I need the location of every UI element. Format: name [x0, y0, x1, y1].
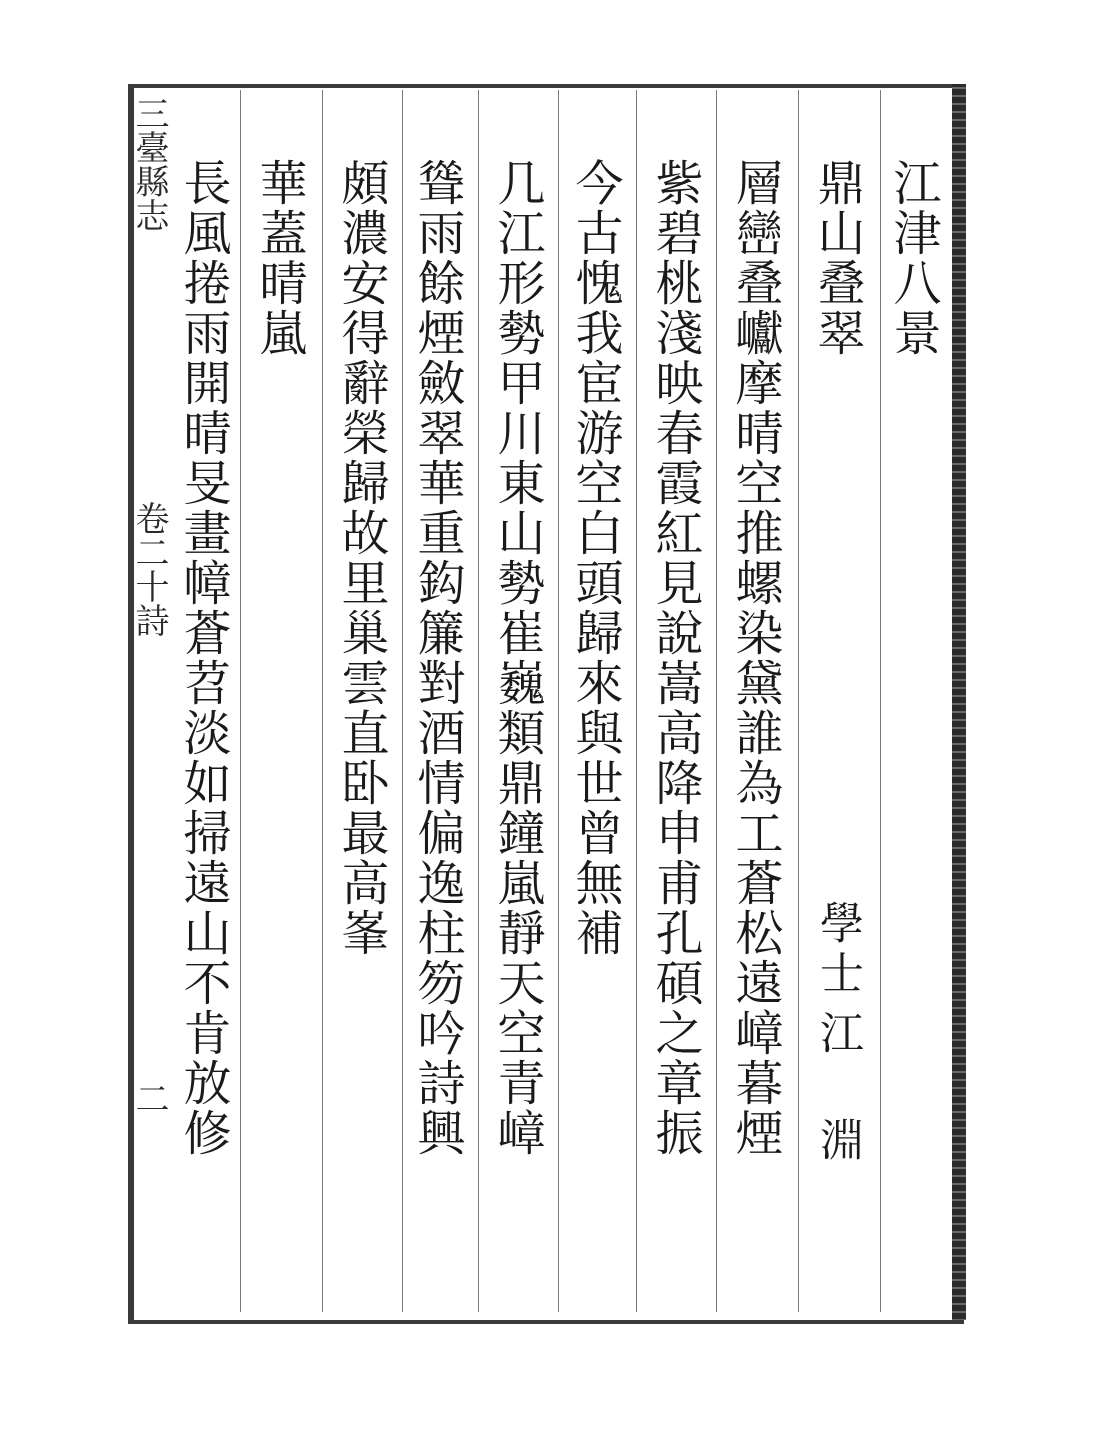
- poem-line: 聳雨餘煙斂翠華重鈎簾對酒情偏逸柱笏吟詩興: [409, 158, 465, 1158]
- column-rule: [402, 90, 403, 1312]
- column-rule: [716, 90, 717, 1312]
- author-name: 江 淵: [812, 1010, 863, 1167]
- column-rule: [558, 90, 559, 1312]
- poem-line: 紫碧桃淺映春霞紅見說嵩高降申甫孔碩之章振: [647, 158, 703, 1158]
- poem-group-title: 江津八景: [885, 158, 941, 358]
- poem-line: 頗濃安得辭榮歸故里巢雲直卧最高峯: [333, 158, 389, 958]
- column-rule: [636, 90, 637, 1312]
- gutter-volume-label: 卷二十詩: [129, 501, 169, 637]
- poem-line: 層巒叠巘摩晴空推螺染黛誰為工蒼松遠嶂暮煙: [727, 158, 783, 1158]
- poem-line: 長風捲雨開晴旻畫幛蒼苕淡如掃遠山不肯放修: [175, 158, 231, 1158]
- column-rule: [478, 90, 479, 1312]
- author-label: 學士: [812, 900, 863, 1000]
- column-rule: [322, 90, 323, 1312]
- poem-title: 華蓋晴嵐: [251, 158, 307, 358]
- poem-line: 几江形勢甲川東山勢崔巍類鼎鐘嵐靜天空青嶂: [489, 158, 545, 1158]
- frame-right-border: [952, 84, 966, 1320]
- poem-title: 鼎山叠翠: [809, 158, 865, 358]
- column-rule: [880, 90, 881, 1312]
- gutter-page-number: 二: [129, 1081, 169, 1115]
- gutter-book-label: 三臺縣志: [129, 96, 169, 232]
- page-gutter: [128, 96, 174, 1306]
- column-rule: [798, 90, 799, 1312]
- poem-line: 今古愧我宦游空白頭歸來與世曾無補: [567, 158, 623, 958]
- column-rule: [240, 90, 241, 1312]
